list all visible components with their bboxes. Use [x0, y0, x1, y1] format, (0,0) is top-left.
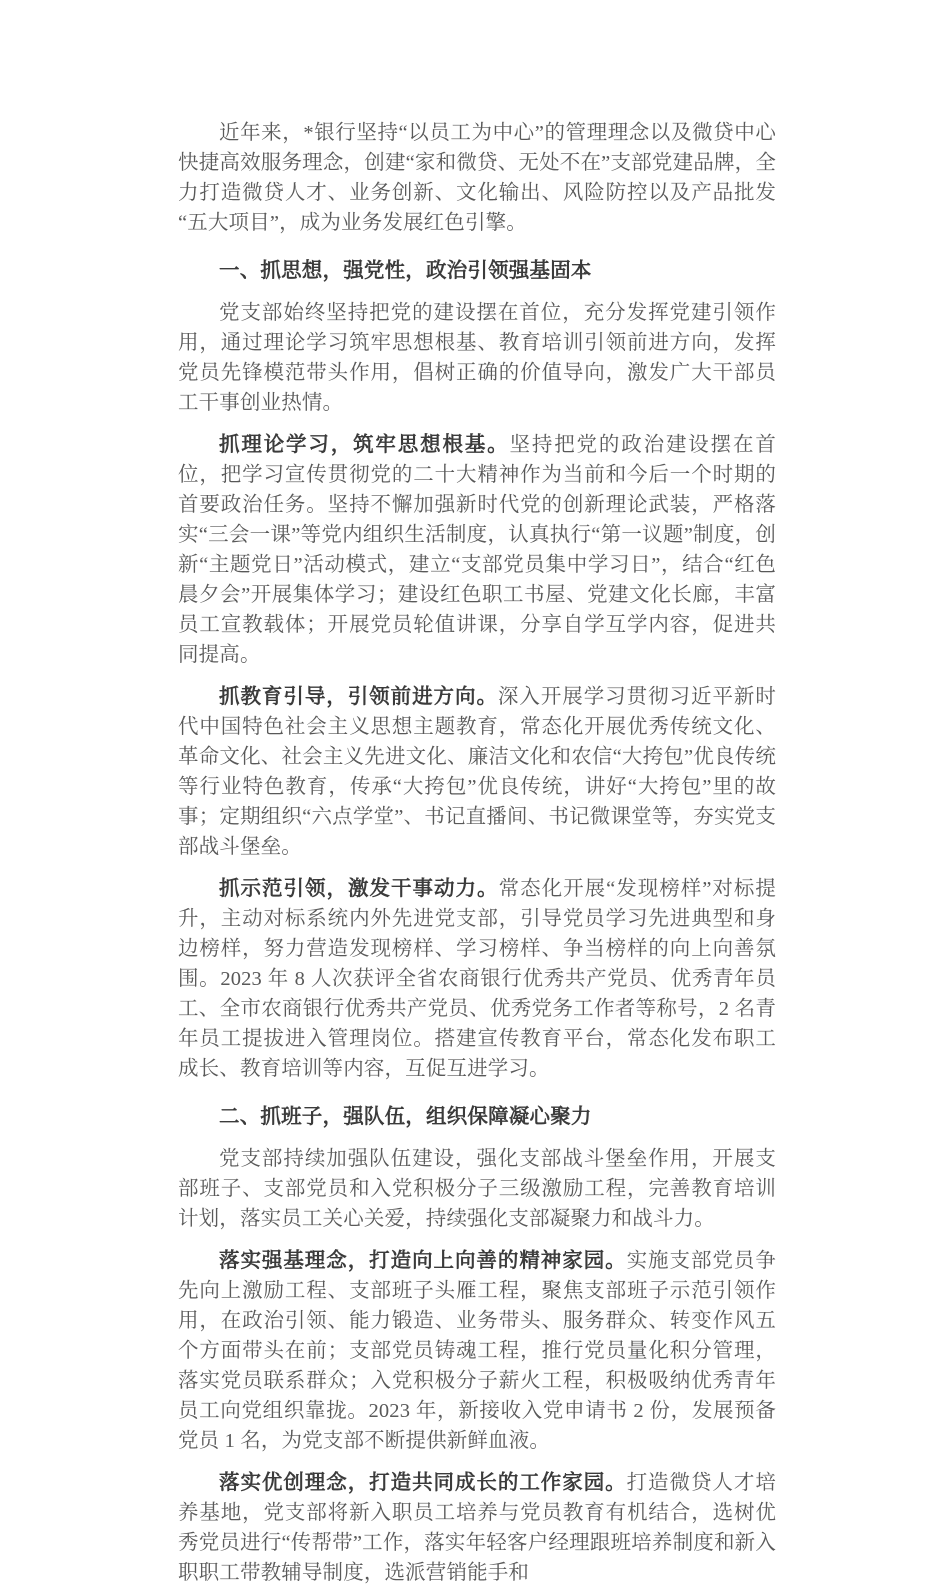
optimal-creation-body: 打造微贷人才培养基地，党支部将新入职员工培养与党员教育有机结合，选树优秀党员进行“传帮带”工作，落实年轻客户经理跟班培养制度和新入职职工带教辅导制度，选派营销能手和 — [178, 1472, 776, 1584]
education-guidance-paragraph — [178, 682, 776, 862]
optimal-creation-paragraph — [178, 1468, 776, 1588]
strong-foundation-body: 实施支部党员争先向上激励工程、支部班子头雁工程，聚焦支部班子示范引领作用，在政治引领、能力锻造、业务带头、服务群众、转变作风五个方面带头在前；支部党员铸魂工程，推行党员量化积分管理，落实党员联系群众；入党积极分子薪火工程，积极吸纳优秀青年员工向党组织靠拢。2023 年，新接收入党申请书 2 份，发展预备党员 1 名，为党支部不断提供新鲜血液。 — [178, 1250, 776, 1452]
section-two-intro-paragraph: 党支部持续加强队伍建设，强化支部战斗堡垒作用，开展支部班子、支部党员和入党积极分子三级激励工程，完善教育培训计划，落实员工关心关爱，持续强化支部凝聚力和战斗力。 — [178, 1148, 776, 1230]
model-leading-paragraph — [178, 874, 776, 1084]
intro-paragraph: 近年来，*银行坚持“以员工为中心”的管理理念以及微贷中心快捷高效服务理念，创建“家和微贷、无处不在”支部党建品牌，全力打造微贷人才、业务创新、文化输出、风险防控以及产品批发“五大项目”，成为业务发展红色引擎。 — [178, 122, 776, 234]
section-heading-one: 一、抓思想，强党性，政治引领强基固本 — [219, 259, 592, 282]
section-one-intro-paragraph: 党支部始终坚持把党的建设摆在首位，充分发挥党建引领作用，通过理论学习筑牢思想根基、教育培训引领前进方向，发挥党员先锋模范带头作用，倡树正确的价值导向，激发广大干部员工干事创业热情。 — [178, 302, 776, 414]
theory-study-paragraph — [178, 430, 776, 670]
strong-foundation-paragraph — [178, 1246, 776, 1456]
theory-study-body: 坚持把党的政治建设摆在首位，把学习宣传贯彻党的二十大精神作为当前和今后一个时期的首要政治任务。坚持不懈加强新时代党的创新理论武装，严格落实“三会一课”等党内组织生活制度，认真执行“第一议题”制度，创新“主题党日”活动模式，建立“支部党员集中学习日”，结合“红色晨夕会”开展集体学习；建设红色职工书屋、党建文化长廊，丰富员工宣教载体；开展党员轮值讲课，分享自学互学内容，促进共同提高。 — [178, 434, 776, 666]
education-guidance-body: 深入开展学习贯彻习近平新时代中国特色社会主义思想主题教育，常态化开展优秀传统文化、革命文化、社会主义先进文化、廉洁文化和农信“大挎包”优良传统等行业特色教育，传承“大挎包”优良传统，讲好“大挎包”里的故事；定期组织“六点学堂”、书记直播间、书记微课堂等，夯实党支部战斗堡垒。 — [178, 686, 777, 858]
model-leading-body: 常态化开展“发现榜样”对标提升，主动对标系统内外先进党支部，引导党员学习先进典型和身边榜样，努力营造发现榜样、学习榜样、争当榜样的向上向善氛围。2023 年 8 人次获评全省农商银行优秀共产党员、优秀青年员工、全市农商银行优秀共产党员、优秀党务工作者等称号，2 名青年员工提拔进入管理岗位。搭建宣传教育平台，常态化发布职工成长、教育培训等内容，互促互进学习。 — [178, 878, 776, 1080]
document-body — [178, 118, 776, 1588]
strong-foundation-lead: 落实强基理念，打造向上向善的精神家园。 — [219, 1249, 627, 1272]
education-guidance-lead: 抓教育引导，引领前进方向。 — [219, 685, 498, 708]
model-leading-lead: 抓示范引领，激发干事动力。 — [219, 877, 499, 900]
section-heading-two: 二、抓班子，强队伍，组织保障凝心聚力 — [219, 1105, 592, 1128]
optimal-creation-lead: 落实优创理念，打造共同成长的工作家园。 — [219, 1471, 627, 1494]
theory-study-lead: 抓理论学习，筑牢思想根基。 — [219, 433, 510, 456]
